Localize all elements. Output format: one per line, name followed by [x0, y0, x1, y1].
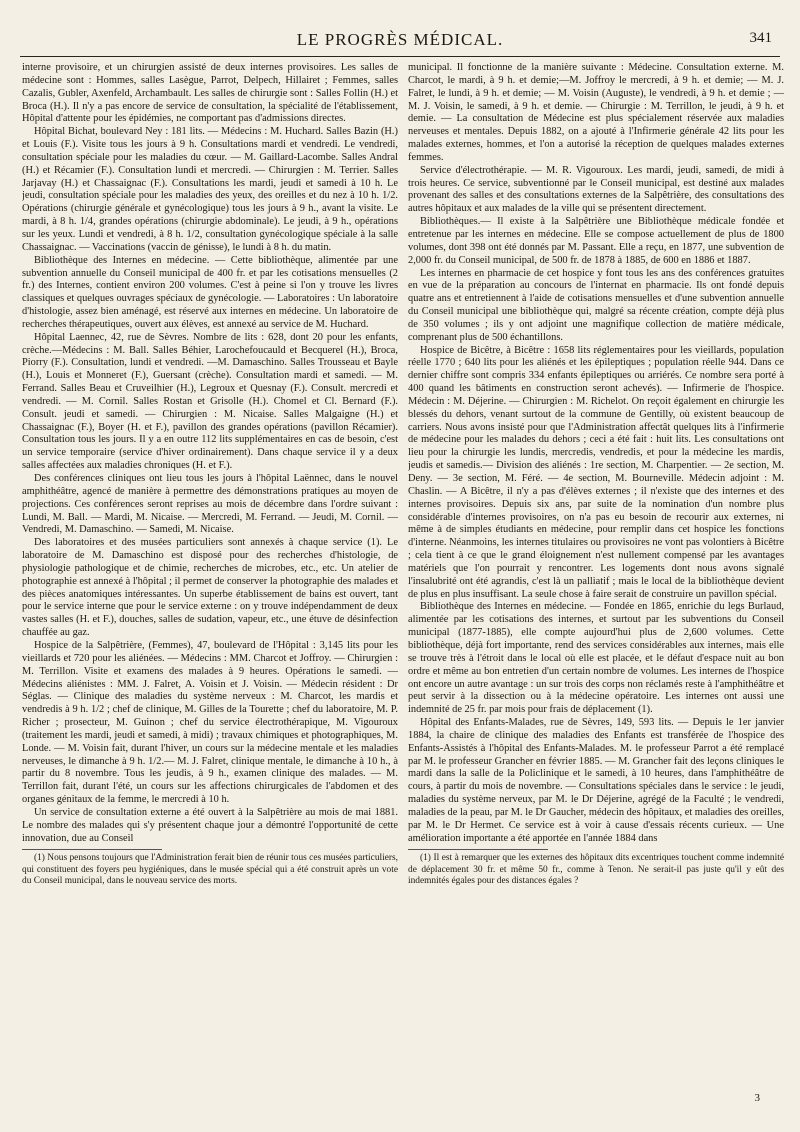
- signature-mark: 3: [754, 1092, 760, 1104]
- footnote-right: (1) Il est à remarquer que les externes des hôpitaux dits excentriques touchent comme indemnité de déplacement 30 fr. et même 50 fr., comme à Tenon. Ne serait-il pas juste qu'il y eût des indemnités égales pour des distances égales ?: [408, 853, 784, 886]
- paragraph-consultation-externe: Un service de consultation externe a été ouvert à la Salpêtrière au mois de mai 1881. Le nombre des malades qui s'y présentent chaque jour a démontré l'opportunité de cette innovation, due au Conseil: [22, 806, 398, 844]
- paragraph-laboratoires: Des laboratoires et des musées particuliers sont annexés à chaque service (1). Le laboratoire de M. Damaschino est disposé pour des recherches d'histologie, de physiologie pathologique et de chimie, recherches de microbes, etc., etc. Un atelier de photographie est annexé à l'hôpital ; il permet de conserver la photographie des malades et des pièces anatomiques intéressantes. Un superbe établissement de bains est ouvert, tant pour le service interne que pour le service externe : on y trouve indépendamment de deux vastes salles (H. et F.), douches, salles de sudation, vapeur, etc., une étuve de désinfection chauffée au gaz.: [22, 537, 398, 639]
- paragraph-hopital-laennec: Hôpital Laennec, 42, rue de Sèvres. Nombre de lits : 628, dont 20 pour les enfants, crèche.—Médecins : M. Ball. Salles Béhier, Larochefoucauld et Becquerel (H.), Broca, Piorry (F.). Consultation, lundi et vendredi. —M. Damaschino. Salles Trousseau et Bayle (H.), Louis et Monneret (F.), Guersant (crèche). Consultation mardi et samedi. — M. Ferrand. Salles Beau et Cruveilhier (H.), Legroux et Quesnay (F.). Consult. mercredi et vendredi. — M. Cornil. Salles Rostan et Grisolle (H.). Chomel et Cl. Bernard (F.). Consult. jeudi et samedi. — Chirurgien : M. Nicaise. Salles Malgaigne (H.) et Chassaignac (F.), Boyer (H. et F.), pavillon des grandes opérations (pavillon Récamier). Consultation tous les jours. Il y a en outre 112 lits supplémentaires en cas de besoin, c'est un service temporaire (service d'hiver ordinairement). Dans chaque service il y a deux salles affectées aux maladies chroniques (H. et F.).: [22, 331, 398, 472]
- right-column: [408, 62, 784, 1102]
- paragraph-bibliotheque-bicetre: Bibliothèque des Internes en médecine. — Fondée en 1865, enrichie du legs Burlaud, alimentée par les cotisations des internes, et surtout par les subventions du Conseil municipal (1877-1885), elle compte aujourd'hui plus de 2,600 volumes. Cette bibliothèque, déjà fort importante, rend des services considérables aux internes, mais elle se trouve très à l'étroit dans le local où elle est placée, et le défaut d'espace nuit au bon ordre et même au bon entretien d'un certain nombre de volumes. Les internes de l'hospice ont encore un autre avantage : un sur trois des corps non réclamés reste à l'amphithéâtre et peut servir à la dissection ou à la médecine opératoire. Les internes ont aussi une indemnité de 25 fr. par mois pour frais de déplacement (1).: [408, 601, 784, 716]
- footnote-separator: [408, 849, 548, 850]
- paragraph-salpetriere: Hospice de la Salpêtrière, (Femmes), 47, boulevard de l'Hôpital : 3,145 lits pour les vieillards et 720 pour les aliénées. — Médecins : MM. Charcot et Joffroy. — Chirurgien : M. Terrillon. Visite et examens des malades à 9 heures. Opérations le samedi. — Médecins aliénistes : MM. J. Falret, A. Voisin et J. Voisin. — Médecin résident : Dr Séglas. — Clinique des maladies du système nerveux : M. Charcot, les mardis et vendredis à 9 h. 1/2 ; chef de clinique, M. Gilles de la Tourette ; chef du laboratoire, M. P. Richer ; prosecteur, M. Guinon ; chef du service électrothérapique, M. Vigouroux (traitement les mardi, jeudi et samedi, à midi) ; travaux chimiques et photographiques, M. Londe. — M. Voisin fait, durant l'hiver, un cours sur la médecine mentale et les maladies nerveuses, le dimanche à 9 h. 1/2.— M. J. Falret, clinique mentale, le dimanche à 10 h., à partir du 8 novembre. Tous les jeudis, à 9 h., examen clinique des malades. — M. Terrillon fait, durant l'été, un cours sur les affections chirurgicales de l'abdomen et des organes génitaux de la femme, le mercredi à 10 h.: [22, 639, 398, 806]
- paragraph-bibliotheque-internes: Bibliothèque des Internes en médecine. — Cette bibliothèque, alimentée par une subvention annuelle du Conseil municipal de 400 fr. et par les cotisations mensuelles (2 fr.) des Internes, contient environ 200 volumes. C'est à peine si l'on y trouve les livres classiques et quelques ouvrages spéciaux de gynécologie. — Laboratoires : Un laboratoire d'histologie, assez bien aménagé, est réservé aux internes en médecine. Un laboratoire de recherches thérapeutiques, ouvert aux élèves, est annexé au service de M. Huchard.: [22, 254, 398, 330]
- left-column: [22, 62, 398, 1102]
- paragraph-enfants-malades: Hôpital des Enfants-Malades, rue de Sèvres, 149, 593 lits. — Depuis le 1er janvier 1884, la chaire de clinique des maladies des Enfants est transférée de l'hospice des Enfants-Assistés à l'hôpital des Enfants-Malades. M. le professeur Parrot a été remplacé par M. le professeur Grancher en février 1885. — M. Grancher fait des leçons cliniques le mardi dans la salle de la Policlinique et le samedi, à 10 heures, dans l'amphithéâtre de cours, à partir du mois de novembre. — Consultations spéciales dans le service : le jeudi, maladies du système nerveux, par M. le Dr Déjerine, agrégé de la Faculté ; le vendredi, maladies de la peau, par M. le Dr Gaucher, médecin des hôpitaux, et maladies des oreilles, par M. le Dr Hermet. Ce service est à voir à cause d'essais récents curieux. — Une amélioration importante a été apportée en l'année 1884 dans: [408, 717, 784, 844]
- paragraph: interne provisoire, et un chirurgien assisté de deux internes provisoires. Les salles de médecine sont : Hommes, salles Lasègue, Parrot, Delpech, Hillairet ; Femmes, salles Cazalis, Gubler, Axenfeld, Archambault. Les salles de chirurgie sont : Salles Follin (H.) et Broca (H.). Il n'y a pas encore de service de consultation, la spécialité de l'établissement, Hôpital d'attente pour les épidémies, ne comportant pas d'admissions directes.: [22, 62, 398, 125]
- header-rule: [20, 56, 780, 57]
- footnote-separator: [22, 849, 162, 850]
- page-header: [0, 30, 800, 52]
- paragraph-hopital-bichat: Hôpital Bichat, boulevard Ney : 181 lits. — Médecins : M. Huchard. Salles Bazin (H.) et Louis (F.). Visite tous les jours à 9 h. Consultations mardi et vendredi. Le vendredi, consultation spéciale pour les maladies du cœur. — M. Gaillard-Lacombe. Salles Andral (H.) et Récamier (F.). Consultation lundi et mercredi. — Chirurgien : M. Terrier. Salles Jarjavay (H.) et Chassaignac (F.). Consultations les mardi, jeudi et samedi à 10 h. Le jeudi, consultation spéciale pour les maladies des yeux, des oreilles et du nez à 10 h. 1/2. Opérations (chirurgie générale et gynécologique) tous les jours à 9 h., avant la visite. Le mardi, à 8 h. 1/4, grandes opérations (chirurgie abdominale). Le jeudi, à 9 h., opérations sur les yeux. Lundi et vendredi, à 8 h. 1/2, consultation gynécologique spéciale à la salle Chassaignac. — Vaccinations (vaccin de génisse), le lundi à 8 h. du matin.: [22, 126, 398, 253]
- paragraph-electrotherapie: Service d'électrothérapie. — M. R. Vigouroux. Les mardi, jeudi, samedi, de midi à trois heures. Ce service, subventionné par le Conseil municipal, est destiné aux malades provenant des salles et des consultations externes de la Salpêtrière, des consultations des autres hôpitaux et aux malades de la ville qui se présentent directement.: [408, 164, 784, 215]
- paragraph: municipal. Il fonctionne de la manière suivante : Médecine. Consultation externe. M. Charcot, le mardi, à 9 h. et demie;—M. Joffroy le mercredi, à 9 h. et demie; — M. J. Falret, le lundi, à 9 h. et demie; — M. Voisin (Auguste), le vendredi, à 9 h. et demie ; — M. J. Voisin, le samedi, à 9 h. et demie. — Chirurgie : M. Terrillon, le jeudi, à 9 h. et demie. — La consultation de Médecine est plus spécialement réservée aux maladies nerveuses et mentales. Depuis 1882, on a ajouté à l'Infirmerie générale 42 lits pour les malades externes, hommes, et l'on a autorisé la réception de quelques malades externes femmes.: [408, 62, 784, 163]
- page-number: 341: [749, 30, 772, 46]
- paragraph-bicetre: Hospice de Bicêtre, à Bicêtre : 1658 lits réglementaires pour les vieillards, population réelle 1770 ; 640 lits pour les aliénés et les épileptiques ; population réelle 944. Dans ce dernier chiffre sont compris 334 enfants épileptiques ou arriérés. Ce nombre sera porté à 400 quand les bâtiments en construction seront achevés). — Infirmerie de l'hospice. Médecin : M. Déjerine. — Chirurgien : M. Richelot. On reçoit également en chirurgie les blessés du dehors, venant surtout de la commune de Gentilly, où existent beaucoup de carriers. Nous avons insisté pour que l'Administration affectât quelques lits à l'infirmerie de médecine pour les malades du dehors ; ceci a été fait : huit lits. Les consultations ont lieu pour la chirurgie les lundis, mercredis, vendredis, et pour la médecine les mardis, jeudis et samedis.— Division des aliénés : 1re section, M. Charpentier. — 2e section, M. Deny. — 3e section, M. Féré. — 4e section, M. Bourneville. Médecin adjoint : M. Chaslin. — A Bicêtre, il n'y a pas d'élèves externes ; il n'existe que des internes et des internes provisoires. Depuis six ans, par suite de la nomination d'un nombre plus considérable d'internes provisoires, on n'a pas eu besoin de recourir aux externes, ni même à de simples étudiants en médecine, pour remplir dans cet hospice les fonctions d'interne. Néanmoins, les internes titulaires ou provisoires ne vont pas volontiers à Bicêtre ; cela tient à ce que le grand éloignement n'est nullement compensé par les avantages matériels que l'on pourrait y rencontrer. Les logements dont nous avons signalé l'insalubrité ont été agrandis, c'est là un palliatif ; mais le local de la bibliothèque devient de plus en plus insuffisant. La seule chose à faire serait de construire un pavillon spécial.: [408, 344, 784, 600]
- paragraph-internes-pharmacie: Les internes en pharmacie de cet hospice y font tous les ans des conférences gratuites en vue de la préparation au concours de l'internat en pharmacie. Ils ont fondé depuis quatre ans et entretiennent à l'aide de cotisations mensuelles et d'une subvention annuelle du Conseil municipal une bibliothèque qui, malgré sa récente création, compte déjà plus de 350 volumes ; ils y ont adjoint une magnifique collection de matière médicale, comprenant plus de 500 échantillons.: [408, 267, 784, 343]
- paragraph-bibliotheques: Bibliothèques.— Il existe à la Salpêtrière une Bibliothèque médicale fondée et entretenue par les internes en médecine. Elle se compose actuellement de plus de 1800 volumes, dont 398 ont été donnés par M. Passant. Elle a reçu, en 1877, une subvention de 2,000 fr. du Conseil municipal, de 500 fr. de 1878 à 1885, de 600 en 1886 et 1887.: [408, 216, 784, 266]
- footnote-left: (1) Nous pensons toujours que l'Administration ferait bien de réunir tous ces musées particuliers, qui constituent des foyers peu hygiéniques, dans le musée spécial qui a été construit après un vote du Conseil municipal, dans le nouveau service des morts.: [22, 853, 398, 886]
- paragraph-conferences: Des conférences cliniques ont lieu tous les jours à l'hôpital Laënnec, dans le nouvel amphithéâtre, agencé de manière à permettre des démonstrations pratiques au moyen de projections. Ces conférences seront reprises au mois de décembre dans l'ordre suivant : Lundi, M. Ball. — Mardi, M. Nicaise. — Mercredi, M. Ferrand. — Jeudi, M. Cornil. — Vendredi, M. Damaschino. — Samedi, M. Nicaise.: [22, 473, 398, 536]
- running-title: LE PROGRÈS MÉDICAL.: [296, 30, 504, 49]
